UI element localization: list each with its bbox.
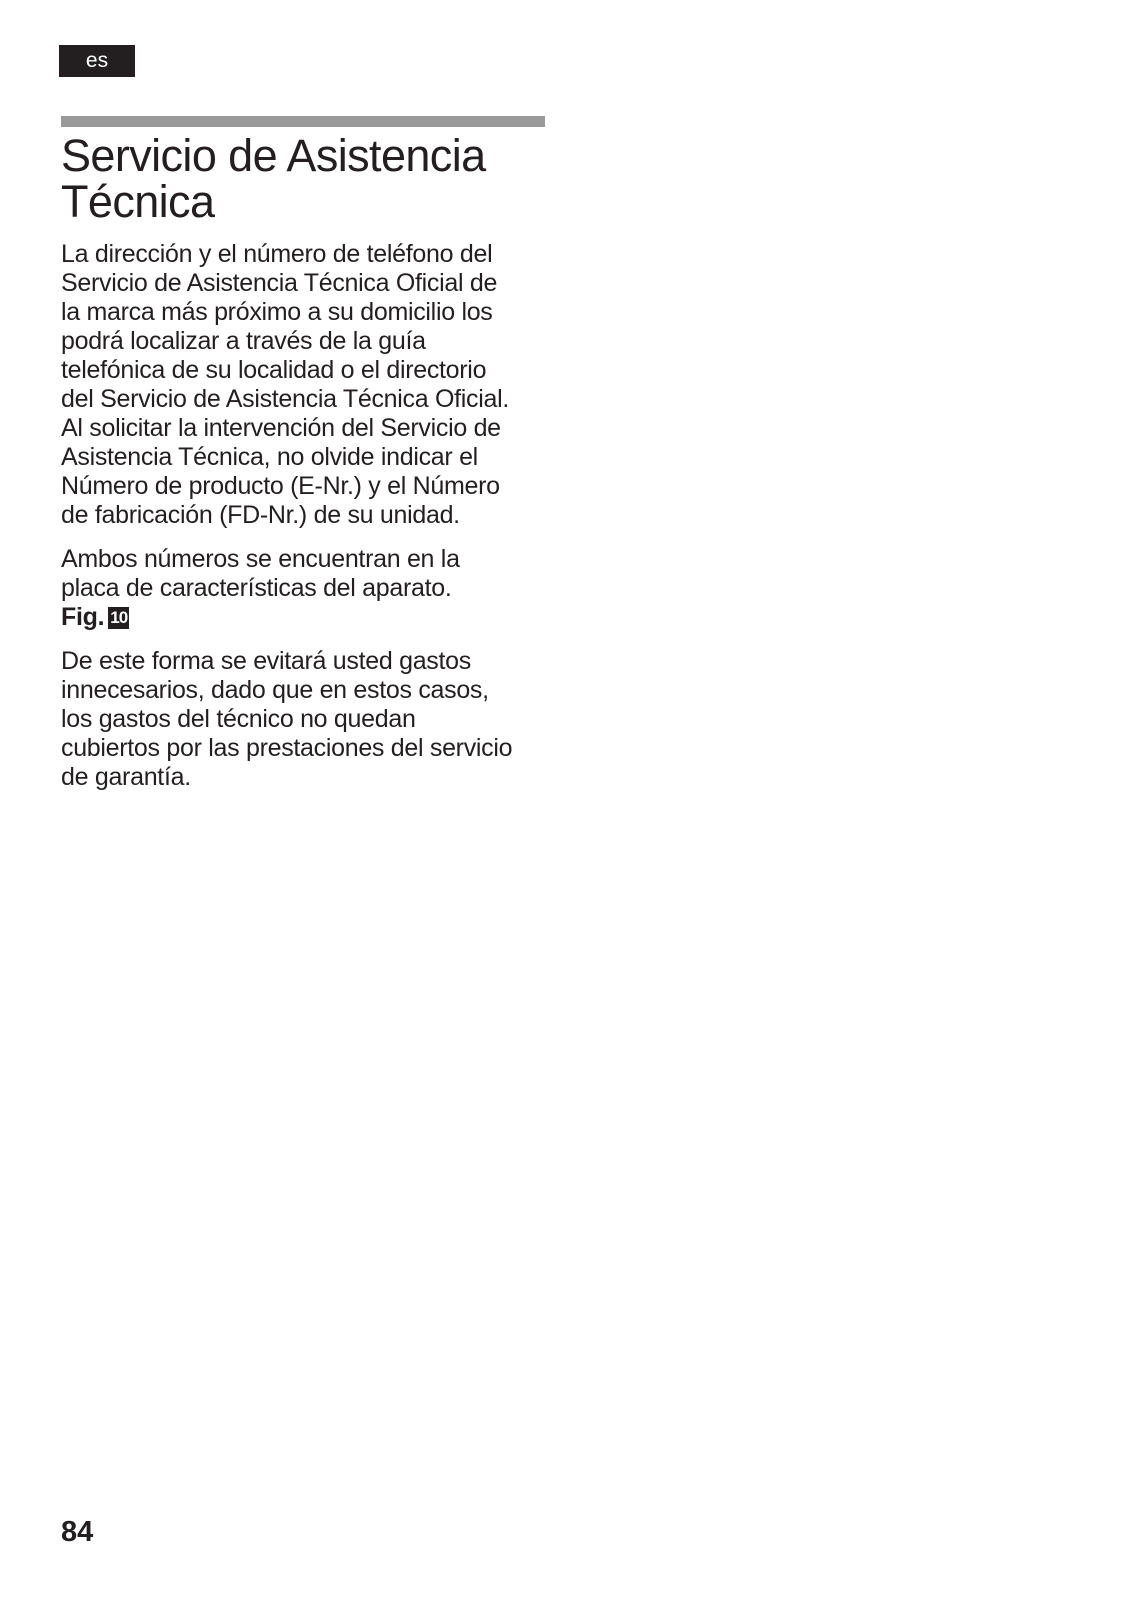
section-title [61, 130, 551, 227]
text-line: Asistencia Técnica, no olvide indicar el [61, 443, 478, 471]
text-line: podrá localizar a través de la guía [61, 327, 426, 355]
text-line: la marca más próximo a su domicilio los [61, 298, 493, 326]
text-line: placa de características del aparato. [61, 574, 452, 602]
text-line: La dirección y el número de teléfono del [61, 240, 493, 268]
paragraph-contact-info [61, 240, 551, 530]
language-tab: es [59, 45, 135, 77]
section-title-line-2: Técnica [61, 176, 215, 227]
text-line: Número de producto (E-Nr.) y el Número [61, 472, 500, 500]
text-line: los gastos del técnico no quedan [61, 705, 416, 733]
figure-label: Fig. [61, 603, 105, 631]
figure-reference [61, 603, 129, 631]
text-line: telefónica de su localidad o el directorio [61, 356, 487, 384]
paragraph-costs [61, 647, 551, 792]
text-line: innecesarios, dado que en estos casos, [61, 676, 489, 704]
section-divider [61, 116, 545, 127]
text-line: cubiertos por las prestaciones del servicio [61, 734, 513, 762]
section-title-line-1: Servicio de Asistencia [61, 130, 486, 181]
text-line: Ambos números se encuentran en la [61, 545, 460, 573]
text-line: De este forma se evitará usted gastos [61, 647, 471, 675]
text-line: de fabricación (FD-Nr.) de su unidad. [61, 501, 460, 529]
text-line: Al solicitar la intervención del Servicio de [61, 414, 501, 442]
text-line: del Servicio de Asistencia Técnica Oficial. [61, 385, 509, 413]
main-column [61, 130, 551, 792]
page-number: 84 [61, 1516, 94, 1548]
paragraph-rating-plate [61, 545, 551, 632]
text-line: Servicio de Asistencia Técnica Oficial de [61, 269, 498, 297]
text-line: de garantía. [61, 763, 191, 791]
figure-number-badge: 10 [110, 608, 128, 627]
